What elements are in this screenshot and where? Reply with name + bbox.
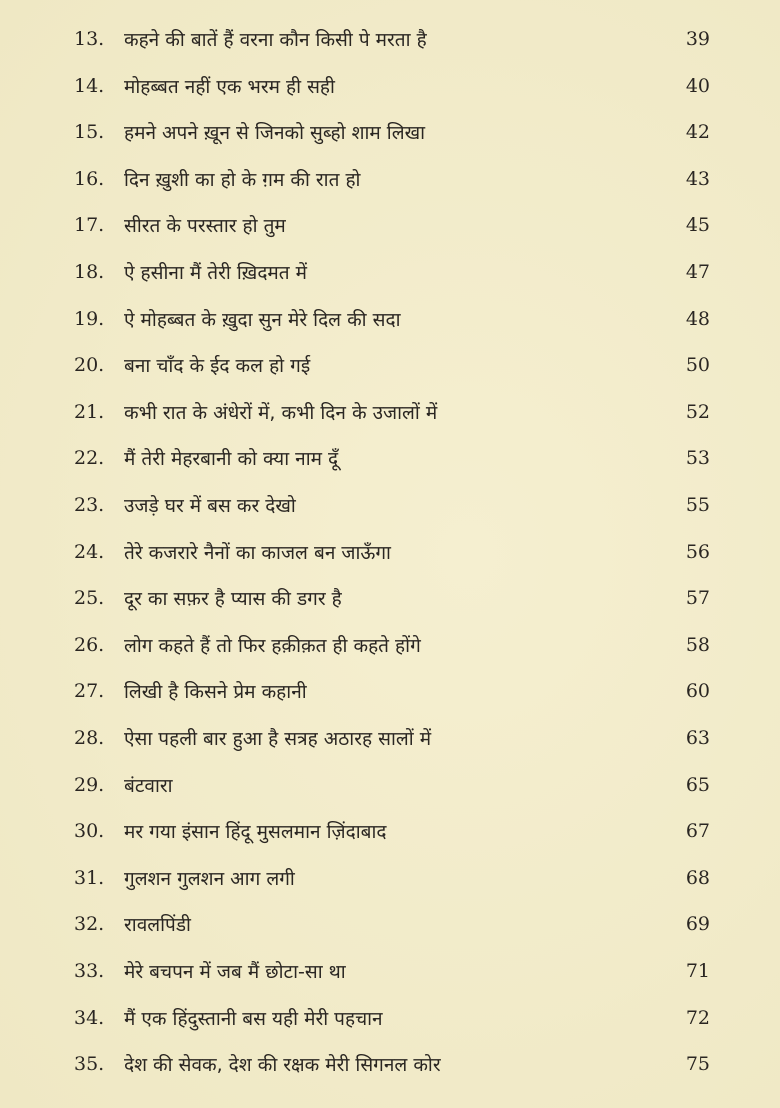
entry-title: ऐ मोहब्बत के ख़ुदा सुन मेरे दिल की सदा: [124, 308, 401, 331]
entry-title: बंटवारा: [124, 774, 173, 797]
entry-number: 21.: [74, 400, 105, 423]
toc-entry: [0, 346, 780, 386]
entry-number: 16.: [74, 167, 105, 190]
entry-number: 27.: [74, 680, 105, 703]
toc-entry: [0, 67, 780, 107]
entry-page: 40: [685, 74, 710, 97]
entry-number: 15.: [74, 121, 105, 144]
toc-entry: [0, 999, 780, 1039]
toc-entry: [0, 533, 780, 573]
entry-number: 25.: [74, 587, 105, 610]
entry-page: 75: [685, 1053, 710, 1076]
entry-page: 63: [685, 727, 710, 749]
entry-title: बना चाँद के ईद कल हो गई: [124, 355, 311, 378]
entry-title: मैं तेरी मेहरबानी को क्या नाम दूँ: [124, 448, 339, 471]
entry-number: 35.: [74, 1053, 105, 1076]
toc-entry: [0, 393, 780, 433]
entry-page: 58: [685, 633, 710, 656]
toc-entry: [0, 812, 780, 852]
entry-title: मैं एक हिंदुस्तानी बस यही मेरी पहचान: [124, 1007, 383, 1030]
entry-title: मर गया इंसान हिंदू मुसलमान ज़िंदाबाद: [124, 821, 387, 844]
toc-entry: [0, 859, 780, 899]
toc-entry: [0, 952, 780, 992]
toc-entry: [0, 160, 780, 200]
entry-title: तेरे कजरारे नैनों का काजल बन जाऊँगा: [124, 541, 391, 564]
entry-title: दिन ख़ुशी का हो के ग़म की रात हो: [124, 168, 361, 191]
entry-page: 72: [685, 1006, 710, 1029]
entry-title: ऐसा पहली बार हुआ है सत्रह अठारह सालों में: [124, 728, 432, 750]
entry-number: 29.: [74, 773, 105, 796]
entry-number: 20.: [74, 354, 105, 377]
toc-entry: [0, 766, 780, 806]
entry-title: कहने की बातें हैं वरना कौन किसी पे मरता है: [124, 29, 427, 51]
entry-title: रावलपिंडी: [124, 914, 191, 937]
entry-number: 34.: [74, 1006, 105, 1029]
entry-number: 26.: [74, 633, 105, 656]
entry-number: 23.: [74, 494, 105, 516]
toc-entry: [0, 905, 780, 945]
entry-number: 30.: [74, 820, 105, 843]
entry-page: 42: [685, 121, 710, 144]
entry-page: 48: [685, 307, 710, 330]
toc-entry: [0, 439, 780, 479]
entry-page: 71: [685, 960, 710, 982]
entry-page: 50: [685, 354, 710, 377]
entry-page: 53: [685, 447, 710, 470]
toc-entry: [0, 579, 780, 619]
entry-page: 65: [685, 773, 710, 796]
toc-entry: [0, 253, 780, 293]
toc-entry: [0, 626, 780, 666]
entry-title: सीरत के परस्तार हो तुम: [124, 215, 286, 238]
entry-number: 24.: [74, 540, 105, 563]
entry-page: 68: [685, 866, 710, 889]
entry-page: 56: [685, 540, 710, 563]
entry-page: 67: [685, 820, 710, 843]
entry-title: मेरे बचपन में जब मैं छोटा-सा था: [124, 961, 346, 983]
entry-title: मोहब्बत नहीं एक भरम ही सही: [124, 75, 335, 98]
entry-page: 47: [685, 261, 710, 283]
toc-entry: [0, 20, 780, 60]
entry-page: 69: [685, 913, 710, 936]
entry-number: 33.: [74, 960, 105, 982]
toc-entry: [0, 300, 780, 340]
entry-title: ऐ हसीना मैं तेरी ख़िदमत में: [124, 262, 308, 284]
entry-page: 45: [685, 214, 710, 237]
entry-title: लोग कहते हैं तो फिर हक़ीक़त ही कहते होंगे: [124, 634, 421, 657]
entry-title: कभी रात के अंधेरों में, कभी दिन के उजालों में: [124, 401, 438, 424]
entry-number: 31.: [74, 866, 105, 889]
entry-title: देश की सेवक, देश की रक्षक मेरी सिगनल कोर: [124, 1054, 441, 1077]
entry-page: 57: [685, 587, 710, 610]
entry-number: 13.: [74, 28, 105, 50]
entry-title: दूर का सफ़र है प्यास की डगर है: [124, 588, 342, 611]
toc-entry: [0, 486, 780, 526]
entry-number: 14.: [74, 74, 105, 97]
toc-entry: [0, 206, 780, 246]
toc-entry: [0, 1045, 780, 1085]
entry-title: हमने अपने ख़ून से जिनको सुब्हो शाम लिखा: [124, 122, 426, 145]
entry-page: 43: [685, 167, 710, 190]
toc-entry: [0, 672, 780, 712]
entry-number: 19.: [74, 307, 105, 330]
entry-page: 60: [685, 680, 710, 703]
entry-number: 22.: [74, 447, 105, 470]
entry-title: उजड़े घर में बस कर देखो: [124, 495, 296, 517]
toc-entry: [0, 719, 780, 759]
toc-entry: [0, 113, 780, 153]
entry-title: गुलशन गुलशन आग लगी: [124, 867, 295, 890]
entry-number: 28.: [74, 727, 105, 749]
entry-page: 55: [685, 494, 710, 516]
entry-page: 52: [685, 400, 710, 423]
entry-number: 17.: [74, 214, 105, 237]
entry-number: 18.: [74, 261, 105, 283]
entry-number: 32.: [74, 913, 105, 936]
entry-title: लिखी है किसने प्रेम कहानी: [124, 681, 307, 704]
entry-page: 39: [685, 28, 710, 50]
